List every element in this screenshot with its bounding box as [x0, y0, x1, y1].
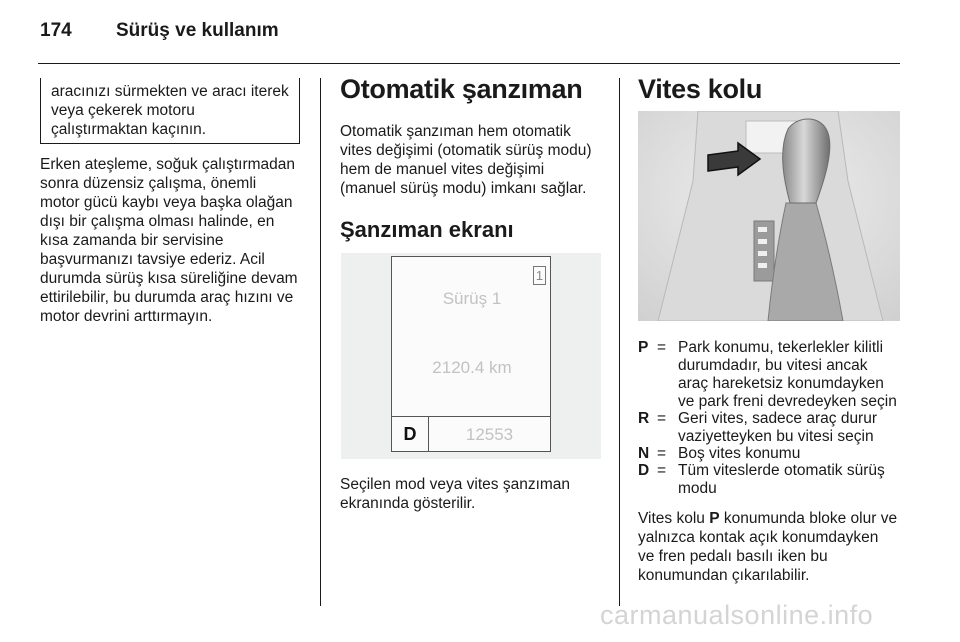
note-first-line	[638, 509, 908, 528]
legend-line: Park konumu, tekerlekler kilitli	[678, 339, 884, 356]
legend-equals: =	[657, 462, 667, 479]
display-caption	[340, 475, 610, 513]
warning-line: veya çekerek motoru	[51, 102, 195, 119]
legend-equals: =	[657, 410, 667, 427]
legend-line: Boş vites konumu	[678, 445, 801, 462]
legend-item-neutral	[638, 445, 900, 463]
legend-key: R	[638, 410, 650, 427]
legend-item-drive	[638, 462, 900, 498]
warning-box	[40, 78, 300, 144]
para-line: ettirilebilir, bu durumda araç hızını ve	[40, 289, 294, 306]
note-line: yalnızca kontak açık konumdayken	[638, 529, 879, 546]
section-title-automatic: Otomatik şanzıman	[340, 74, 583, 104]
para-line: sonra düzensiz çalışma, önemli	[40, 175, 257, 192]
para-line: motor devrini arttırmayın.	[40, 308, 213, 325]
para-line: kısa zamanda bir servisine	[40, 232, 224, 249]
gear-lever-photo	[638, 111, 900, 321]
chapter-title: Sürüş ve kullanım	[116, 20, 279, 41]
warning-line: aracınızı sürmekten ve aracı iterek	[51, 83, 289, 100]
legend-item-park	[638, 339, 900, 411]
legend-key: D	[638, 462, 650, 479]
watermark: carmanualsonline.info	[600, 600, 874, 630]
caption-line: ekranında gösterilir.	[340, 495, 476, 512]
note-bold-p: P	[709, 510, 720, 527]
trip-distance: 2120.4 km	[432, 358, 512, 377]
intro-line: vites değişimi (otomatik sürüş modu)	[340, 142, 592, 159]
legend-line: araç hareketsiz konumdayken	[678, 375, 884, 392]
park-lock-note	[638, 509, 908, 585]
para-line: durumda sürüş kısa süreliğine devam	[40, 270, 298, 287]
selected-gear: D	[403, 424, 417, 444]
para-line: başvurmanızı tavsiye ederiz. Acil	[40, 251, 265, 268]
intro-line: Otomatik şanzıman hem otomatik	[340, 123, 571, 140]
gear-indicator-icon: 1	[533, 266, 546, 285]
legend-item-reverse	[638, 410, 900, 446]
note-text: konumunda bloke olur ve	[719, 510, 898, 527]
intro-line: hem de manuel vites değişimi	[340, 161, 545, 178]
legend-line: modu	[678, 480, 717, 497]
column-divider-2	[619, 78, 620, 606]
column-divider-1	[320, 78, 321, 606]
ignition-paragraph	[40, 155, 310, 326]
intro-line: (manuel sürüş modu) imkanı sağlar.	[340, 180, 587, 197]
legend-key: N	[638, 445, 650, 462]
warning-line: çalıştırmaktan kaçının.	[51, 121, 207, 138]
section-subtitle-display: Şanzıman ekranı	[340, 217, 514, 242]
note-line: ve fren pedalı basılı iken bu	[638, 548, 828, 565]
legend-equals: =	[657, 445, 667, 462]
legend-line: Geri vites, sadece araç durur	[678, 410, 878, 427]
legend-line: vaziyetteyken bu vitesi seçin	[678, 428, 874, 445]
section-title-selector: Vites kolu	[638, 74, 763, 104]
caption-line: Seçilen mod veya vites şanzıman	[340, 476, 571, 493]
note-line: konumundan çıkarılabilir.	[638, 567, 810, 584]
note-text: Vites kolu	[638, 510, 710, 527]
legend-line: Tüm viteslerde otomatik sürüş	[678, 462, 885, 479]
legend-line: ve park freni devredeyken seçin	[678, 393, 897, 410]
drive-mode-label: Sürüş 1	[442, 289, 502, 308]
legend-line: durumdadır, bu vitesi ancak	[678, 357, 868, 374]
para-line: motor gücü kaybı veya başka olağan	[40, 194, 293, 211]
odometer: 12553	[465, 425, 514, 444]
legend-key: P	[638, 339, 649, 356]
transmission-display	[391, 256, 551, 452]
header-rule	[38, 63, 900, 64]
para-line: Erken ateşleme, soğuk çalıştırmadan	[40, 156, 296, 173]
page-number: 174	[40, 20, 72, 41]
legend-equals: =	[657, 339, 667, 356]
display-divider	[392, 416, 550, 417]
intro-paragraph	[340, 122, 610, 198]
para-line: dışı bir çalışma olması halinde, en	[40, 213, 275, 230]
